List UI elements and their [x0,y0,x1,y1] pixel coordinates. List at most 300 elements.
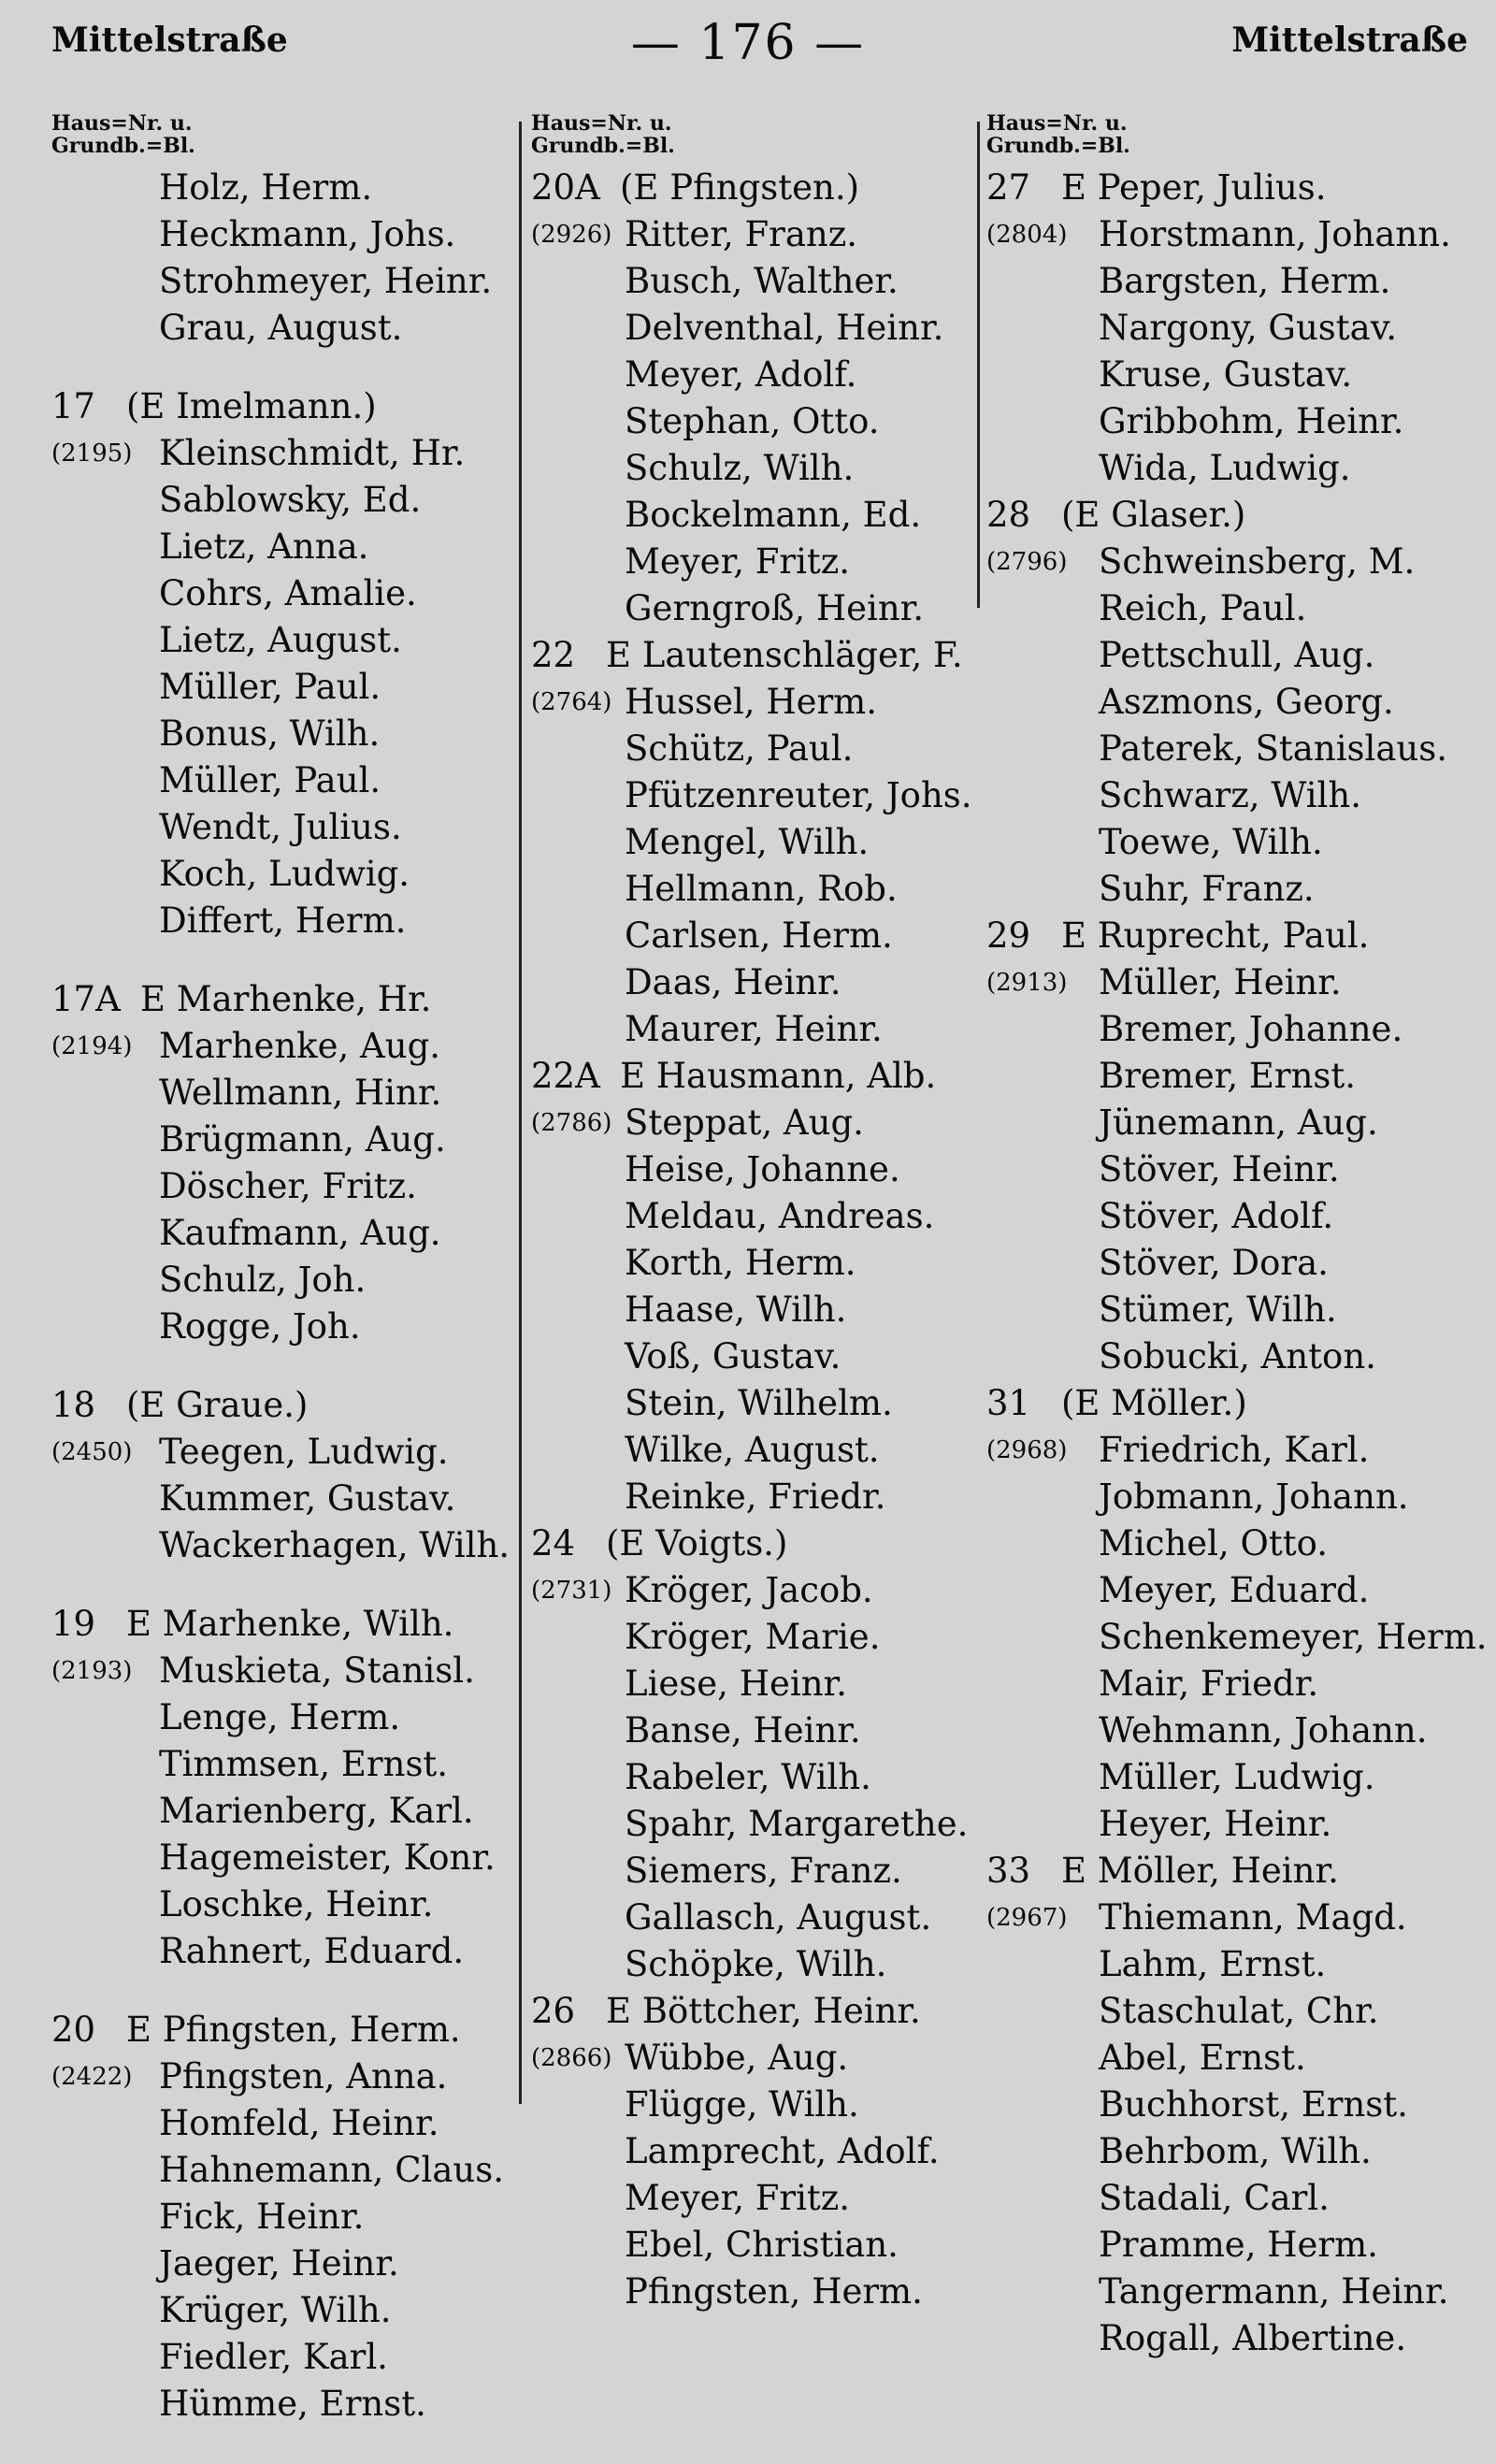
resident-name: Timmsen, Ernst. [159,1744,449,1784]
resident-name: Aszmons, Georg. [1099,682,1394,722]
house-entry [51,383,519,944]
resident-name: Toewe, Wilh. [1099,822,1323,862]
column-heading [531,112,975,157]
resident-name: Heckmann, Johs. [159,214,456,254]
resident-row [51,524,519,570]
resident-name: Lietz, August. [159,620,402,660]
resident-row [531,1474,975,1520]
resident-row [531,211,975,258]
resident-row [986,959,1491,1006]
resident-name: Reinke, Friedr. [625,1477,886,1517]
resident-name: Stein, Wilhelm. [625,1383,893,1423]
resident-name: Wackerhagen, Wilh. [159,1525,511,1565]
resident-row [531,1895,975,1941]
grundbuch-number: (2450) [51,1438,133,1466]
resident-name: Differt, Herm. [159,901,407,941]
resident-row [986,2269,1491,2315]
resident-row [986,2082,1491,2128]
resident-name: Pfingsten, Herm. [625,2271,923,2312]
resident-row [51,1835,519,1881]
resident-row [986,819,1491,866]
resident-row [51,1928,519,1975]
resident-row [51,1210,519,1257]
resident-row [986,1661,1491,1708]
resident-name: Friedrich, Karl. [1099,1430,1370,1470]
resident-name: Schulz, Wilh. [625,448,855,488]
resident-row [531,819,975,866]
resident-name: Stöver, Adolf. [1099,1196,1334,1236]
resident-row [51,1429,519,1476]
resident-row [531,2035,975,2082]
resident-name: Müller, Paul. [159,760,381,800]
resident-name: Stöver, Heinr. [1099,1149,1340,1189]
resident-name: Tangermann, Heinr. [1099,2271,1449,2312]
resident-row [51,2147,519,2194]
house-row [51,1382,519,1429]
column-heading-line: Grundb.=Bl. [986,134,1130,158]
house-entry [51,165,519,352]
owner-name: E Hausmann, Alb. [620,1056,937,1096]
column-heading-line: Haus=Nr. u. [531,111,672,136]
resident-name: Korth, Herm. [625,1243,856,1283]
resident-row [986,1193,1491,1240]
resident-row [51,477,519,524]
resident-name: Cohrs, Amalie. [159,573,417,613]
resident-row [531,1614,975,1661]
resident-name: Bremer, Johanne. [1099,1009,1403,1049]
resident-row [531,2082,975,2128]
resident-name: Döscher, Fritz. [159,1166,417,1206]
resident-name: Kröger, Jacob. [625,1570,873,1610]
resident-row [986,1614,1491,1661]
resident-row [986,1988,1491,2035]
resident-row [51,1117,519,1163]
grundbuch-number: (2764) [531,688,612,716]
resident-name: Fick, Heinr. [159,2197,365,2237]
resident-name: Schenkemeyer, Herm. [1099,1617,1488,1657]
owner-name: E Marhenke, Hr. [140,979,432,1019]
resident-row [986,2222,1491,2269]
page-number: — 176 — [630,15,866,71]
resident-name: Wehmann, Johann. [1099,1710,1428,1751]
resident-row [531,445,975,492]
owner-name: E Möller, Heinr. [1061,1851,1339,1891]
resident-row [986,398,1491,445]
resident-name: Pfützenreuter, Johs. [625,775,972,815]
resident-row [51,617,519,664]
resident-row [986,445,1491,492]
house-entry [51,1601,519,1975]
column-3 [986,112,1491,2362]
house-row [531,1520,975,1567]
resident-name: Banse, Heinr. [625,1710,861,1751]
resident-row [51,2053,519,2100]
resident-name: Gribbohm, Heinr. [1099,401,1404,441]
resident-row [51,2241,519,2287]
resident-row [51,1522,519,1569]
resident-name: Pfingsten, Anna. [159,2056,448,2097]
resident-row [531,1567,975,1614]
owner-name: E Ruprecht, Paul. [1061,915,1370,956]
group-spacer [51,1975,519,2007]
resident-name: Gerngroß, Heinr. [625,588,925,628]
resident-row [986,1053,1491,1100]
resident-name: Marhenke, Aug. [159,1026,441,1066]
resident-row [531,1193,975,1240]
resident-row [531,1941,975,1988]
resident-row [51,1304,519,1350]
grundbuch-number: (2193) [51,1657,133,1685]
resident-name: Sablowsky, Ed. [159,480,422,520]
resident-name: Mair, Friedr. [1099,1664,1319,1704]
house-entry [986,1848,1491,2362]
house-entry [986,492,1491,913]
resident-row [986,2128,1491,2175]
resident-row [531,585,975,632]
resident-name: Liese, Heinr. [625,1664,847,1704]
grundbuch-number: (2194) [51,1032,133,1060]
resident-name: Holz, Herm. [159,167,373,208]
resident-row [986,1427,1491,1474]
resident-row [531,2128,975,2175]
resident-name: Mengel, Wilh. [625,822,870,862]
owner-name: (E Voigts.) [606,1523,788,1563]
resident-name: Bremer, Ernst. [1099,1056,1357,1096]
column-heading-line: Haus=Nr. u. [986,111,1128,136]
resident-row [51,804,519,851]
resident-name: Schöpke, Wilh. [625,1944,887,1984]
resident-name: Jünemann, Aug. [1099,1102,1378,1143]
owner-name: (E Möller.) [1061,1383,1247,1423]
column-heading [986,112,1491,157]
resident-row [531,2222,975,2269]
resident-row [986,1941,1491,1988]
resident-name: Sobucki, Anton. [1099,1336,1376,1376]
resident-name: Behrbom, Wilh. [1099,2131,1372,2171]
resident-row [51,1023,519,1070]
grundbuch-number: (2731) [531,1577,612,1605]
resident-name: Bockelmann, Ed. [625,495,922,535]
house-number: 24 [531,1523,576,1563]
house-number: 17A [51,979,121,1019]
grundbuch-number: (2968) [986,1436,1068,1464]
house-entry [986,1380,1491,1848]
resident-row [986,632,1491,679]
resident-name: Loschke, Heinr. [159,1884,434,1924]
house-row [986,913,1491,959]
resident-row [51,1694,519,1741]
grundbuch-number: (2926) [531,221,612,249]
house-number: 29 [986,915,1031,956]
house-entry [531,1520,975,1988]
resident-name: Schulz, Joh. [159,1260,367,1300]
resident-row [986,2315,1491,2362]
resident-name: Stöver, Dora. [1099,1243,1329,1283]
resident-name: Krüger, Wilh. [159,2290,392,2330]
resident-name: Wübbe, Aug. [625,2038,849,2078]
resident-row [51,757,519,804]
resident-name: Marienberg, Karl. [159,1791,474,1831]
resident-name: Schwarz, Wilh. [1099,775,1361,815]
resident-row [531,1006,975,1053]
resident-row [986,1754,1491,1801]
house-row [986,1380,1491,1427]
resident-row [986,539,1491,585]
resident-name: Flügge, Wilh. [625,2084,859,2125]
resident-row [51,711,519,757]
resident-name: Maurer, Heinr. [625,1009,883,1049]
owner-name: E Pfingsten, Herm. [126,2010,461,2050]
owner-name: (E Graue.) [126,1385,309,1425]
resident-name: Wendt, Julius. [159,807,402,847]
group-spacer [51,1350,519,1382]
resident-row [51,1257,519,1304]
resident-row [531,1100,975,1146]
resident-name: Meyer, Fritz. [625,2178,851,2218]
house-entry [51,2007,519,2428]
resident-row [51,258,519,305]
resident-name: Muskieta, Stanisl. [159,1650,475,1691]
resident-name: Strohmeyer, Heinr. [159,261,493,301]
resident-row [531,1333,975,1380]
resident-name: Wellmann, Hinr. [159,1073,442,1113]
resident-row [986,679,1491,726]
resident-name: Abel, Ernst. [1099,2038,1306,2078]
resident-row [51,211,519,258]
house-row [986,492,1491,539]
resident-row [51,1881,519,1928]
resident-name: Carlsen, Herm. [625,915,893,956]
resident-name: Lenge, Herm. [159,1697,401,1737]
resident-name: Horstmann, Johann. [1099,214,1451,254]
resident-row [986,258,1491,305]
resident-name: Steppat, Aug. [625,1102,864,1143]
owner-name: (E Glaser.) [1061,495,1246,535]
resident-row [986,1006,1491,1053]
resident-row [51,1788,519,1835]
resident-row [531,1240,975,1287]
resident-name: Jobmann, Johann. [1099,1477,1409,1517]
resident-row [986,1801,1491,1848]
resident-name: Meyer, Eduard. [1099,1570,1370,1610]
house-number: 22 [531,635,576,675]
group-spacer [51,1569,519,1601]
resident-name: Pettschull, Aug. [1099,635,1375,675]
owner-name: (E Imelmann.) [126,386,377,426]
running-head-left: Mittelstraße [51,21,288,60]
house-number: 17 [51,386,96,426]
resident-name: Stephan, Otto. [625,401,880,441]
resident-row [51,165,519,211]
resident-name: Müller, Ludwig. [1099,1757,1375,1797]
grundbuch-number: (2796) [986,548,1068,576]
resident-name: Meyer, Adolf. [625,354,857,395]
resident-name: Meldau, Andreas. [625,1196,935,1236]
resident-name: Ebel, Christian. [625,2225,899,2265]
column-heading [51,112,519,157]
resident-row [51,1163,519,1210]
resident-name: Müller, Heinr. [1099,962,1342,1002]
resident-row [51,2334,519,2381]
resident-name: Müller, Paul. [159,667,381,707]
resident-name: Heise, Johanne. [625,1149,900,1189]
owner-name: E Lautenschläger, F. [606,635,963,675]
resident-name: Grau, August. [159,308,403,348]
resident-row [986,1708,1491,1754]
resident-name: Thiemann, Magd. [1099,1897,1407,1938]
column-rule [519,122,522,2104]
owner-name: (E Pfingsten.) [620,167,860,208]
resident-row [531,2175,975,2222]
resident-name: Delventhal, Heinr. [625,308,944,348]
house-number: 19 [51,1604,96,1644]
resident-row [51,664,519,711]
resident-row [531,1754,975,1801]
resident-name: Rogge, Joh. [159,1306,361,1347]
column-heading-line: Grundb.=Bl. [531,134,675,158]
resident-name: Wida, Ludwig. [1099,448,1351,488]
resident-row [51,1648,519,1694]
resident-name: Rahnert, Eduard. [159,1931,465,1971]
resident-name: Teegen, Ludwig. [159,1432,449,1472]
resident-name: Daas, Heinr. [625,962,842,1002]
grundbuch-number: (2967) [986,1904,1068,1932]
resident-name: Gallasch, August. [625,1897,932,1938]
resident-name: Koch, Ludwig. [159,854,410,894]
resident-row [51,2194,519,2241]
house-number: 22A [531,1056,600,1096]
house-row [51,1601,519,1648]
grundbuch-number: (2195) [51,439,133,468]
resident-row [531,726,975,772]
resident-name: Kaufmann, Aug. [159,1213,441,1253]
resident-row [986,1287,1491,1333]
resident-row [986,1333,1491,1380]
column-heading-line: Grundb.=Bl. [51,134,195,158]
resident-name: Bargsten, Herm. [1099,261,1391,301]
resident-row [51,898,519,944]
resident-name: Kruse, Gustav. [1099,354,1353,395]
resident-name: Reich, Paul. [1099,588,1307,628]
resident-name: Stümer, Wilh. [1099,1290,1337,1330]
resident-name: Ritter, Franz. [625,214,857,254]
group-spacer [51,944,519,976]
resident-name: Homfeld, Heinr. [159,2103,439,2143]
resident-row [531,913,975,959]
resident-row [51,851,519,898]
resident-row [51,2100,519,2147]
resident-name: Rabeler, Wilh. [625,1757,871,1797]
house-number: 27 [986,167,1031,208]
resident-row [986,585,1491,632]
house-entry [531,632,975,1053]
resident-row [51,570,519,617]
resident-row [531,258,975,305]
resident-row [986,772,1491,819]
resident-row [986,2035,1491,2082]
house-row [531,165,975,211]
house-entry [51,976,519,1350]
resident-name: Voß, Gustav. [625,1336,842,1376]
resident-row [51,2287,519,2334]
resident-name: Hussel, Herm. [625,682,878,722]
resident-name: Staschulat, Chr. [1099,1991,1379,2031]
running-head-right: Mittelstraße [1231,21,1468,60]
column-1 [51,112,519,2428]
house-number: 31 [986,1383,1031,1423]
resident-name: Hahnemann, Claus. [159,2150,504,2190]
resident-name: Hümme, Ernst. [159,2384,426,2424]
resident-row [531,2269,975,2315]
house-entry [531,1053,975,1520]
owner-name: E Marhenke, Wilh. [126,1604,454,1644]
house-row [531,1988,975,2035]
resident-name: Rogall, Albertine. [1099,2318,1407,2358]
resident-row [986,1474,1491,1520]
resident-row [531,539,975,585]
resident-row [531,1661,975,1708]
resident-row [531,1380,975,1427]
owner-name: E Böttcher, Heinr. [606,1991,921,2031]
column-rule [977,122,980,608]
resident-row [986,352,1491,398]
resident-name: Spahr, Margarethe. [625,1804,969,1844]
grundbuch-number: (2804) [986,221,1068,249]
resident-name: Wilke, August. [625,1430,880,1470]
house-number: 26 [531,1991,576,2031]
house-entry [986,165,1491,492]
resident-row [986,1146,1491,1193]
resident-name: Lahm, Ernst. [1099,1944,1327,1984]
resident-name: Pramme, Herm. [1099,2225,1378,2265]
group-spacer [51,352,519,383]
house-entry [51,1382,519,1569]
house-number: 18 [51,1385,96,1425]
resident-row [531,1848,975,1895]
resident-row [51,305,519,352]
resident-name: Busch, Walther. [625,261,899,301]
house-entry [531,1988,975,2315]
resident-name: Fiedler, Karl. [159,2337,388,2377]
house-row [986,1848,1491,1895]
resident-row [986,866,1491,913]
resident-row [986,1100,1491,1146]
resident-row [531,305,975,352]
grundbuch-number: (2422) [51,2063,133,2091]
resident-row [531,679,975,726]
resident-row [51,1070,519,1117]
house-row [51,2007,519,2053]
resident-name: Bonus, Wilh. [159,713,381,754]
resident-name: Jaeger, Heinr. [159,2243,399,2284]
resident-row [531,398,975,445]
resident-name: Hellmann, Rob. [625,869,898,909]
resident-name: Buchhorst, Ernst. [1099,2084,1408,2125]
resident-row [51,1476,519,1522]
resident-name: Lamprecht, Adolf. [625,2131,940,2171]
resident-name: Stadali, Carl. [1099,2178,1330,2218]
house-entry [986,913,1491,1380]
house-entry [531,165,975,632]
house-row [531,1053,975,1100]
resident-name: Schweinsberg, M. [1099,541,1416,582]
owner-name: E Peper, Julius. [1061,167,1327,208]
resident-name: Siemers, Franz. [625,1851,902,1891]
resident-row [531,352,975,398]
resident-name: Kröger, Marie. [625,1617,881,1657]
house-row [51,383,519,430]
house-number: 20A [531,167,600,208]
